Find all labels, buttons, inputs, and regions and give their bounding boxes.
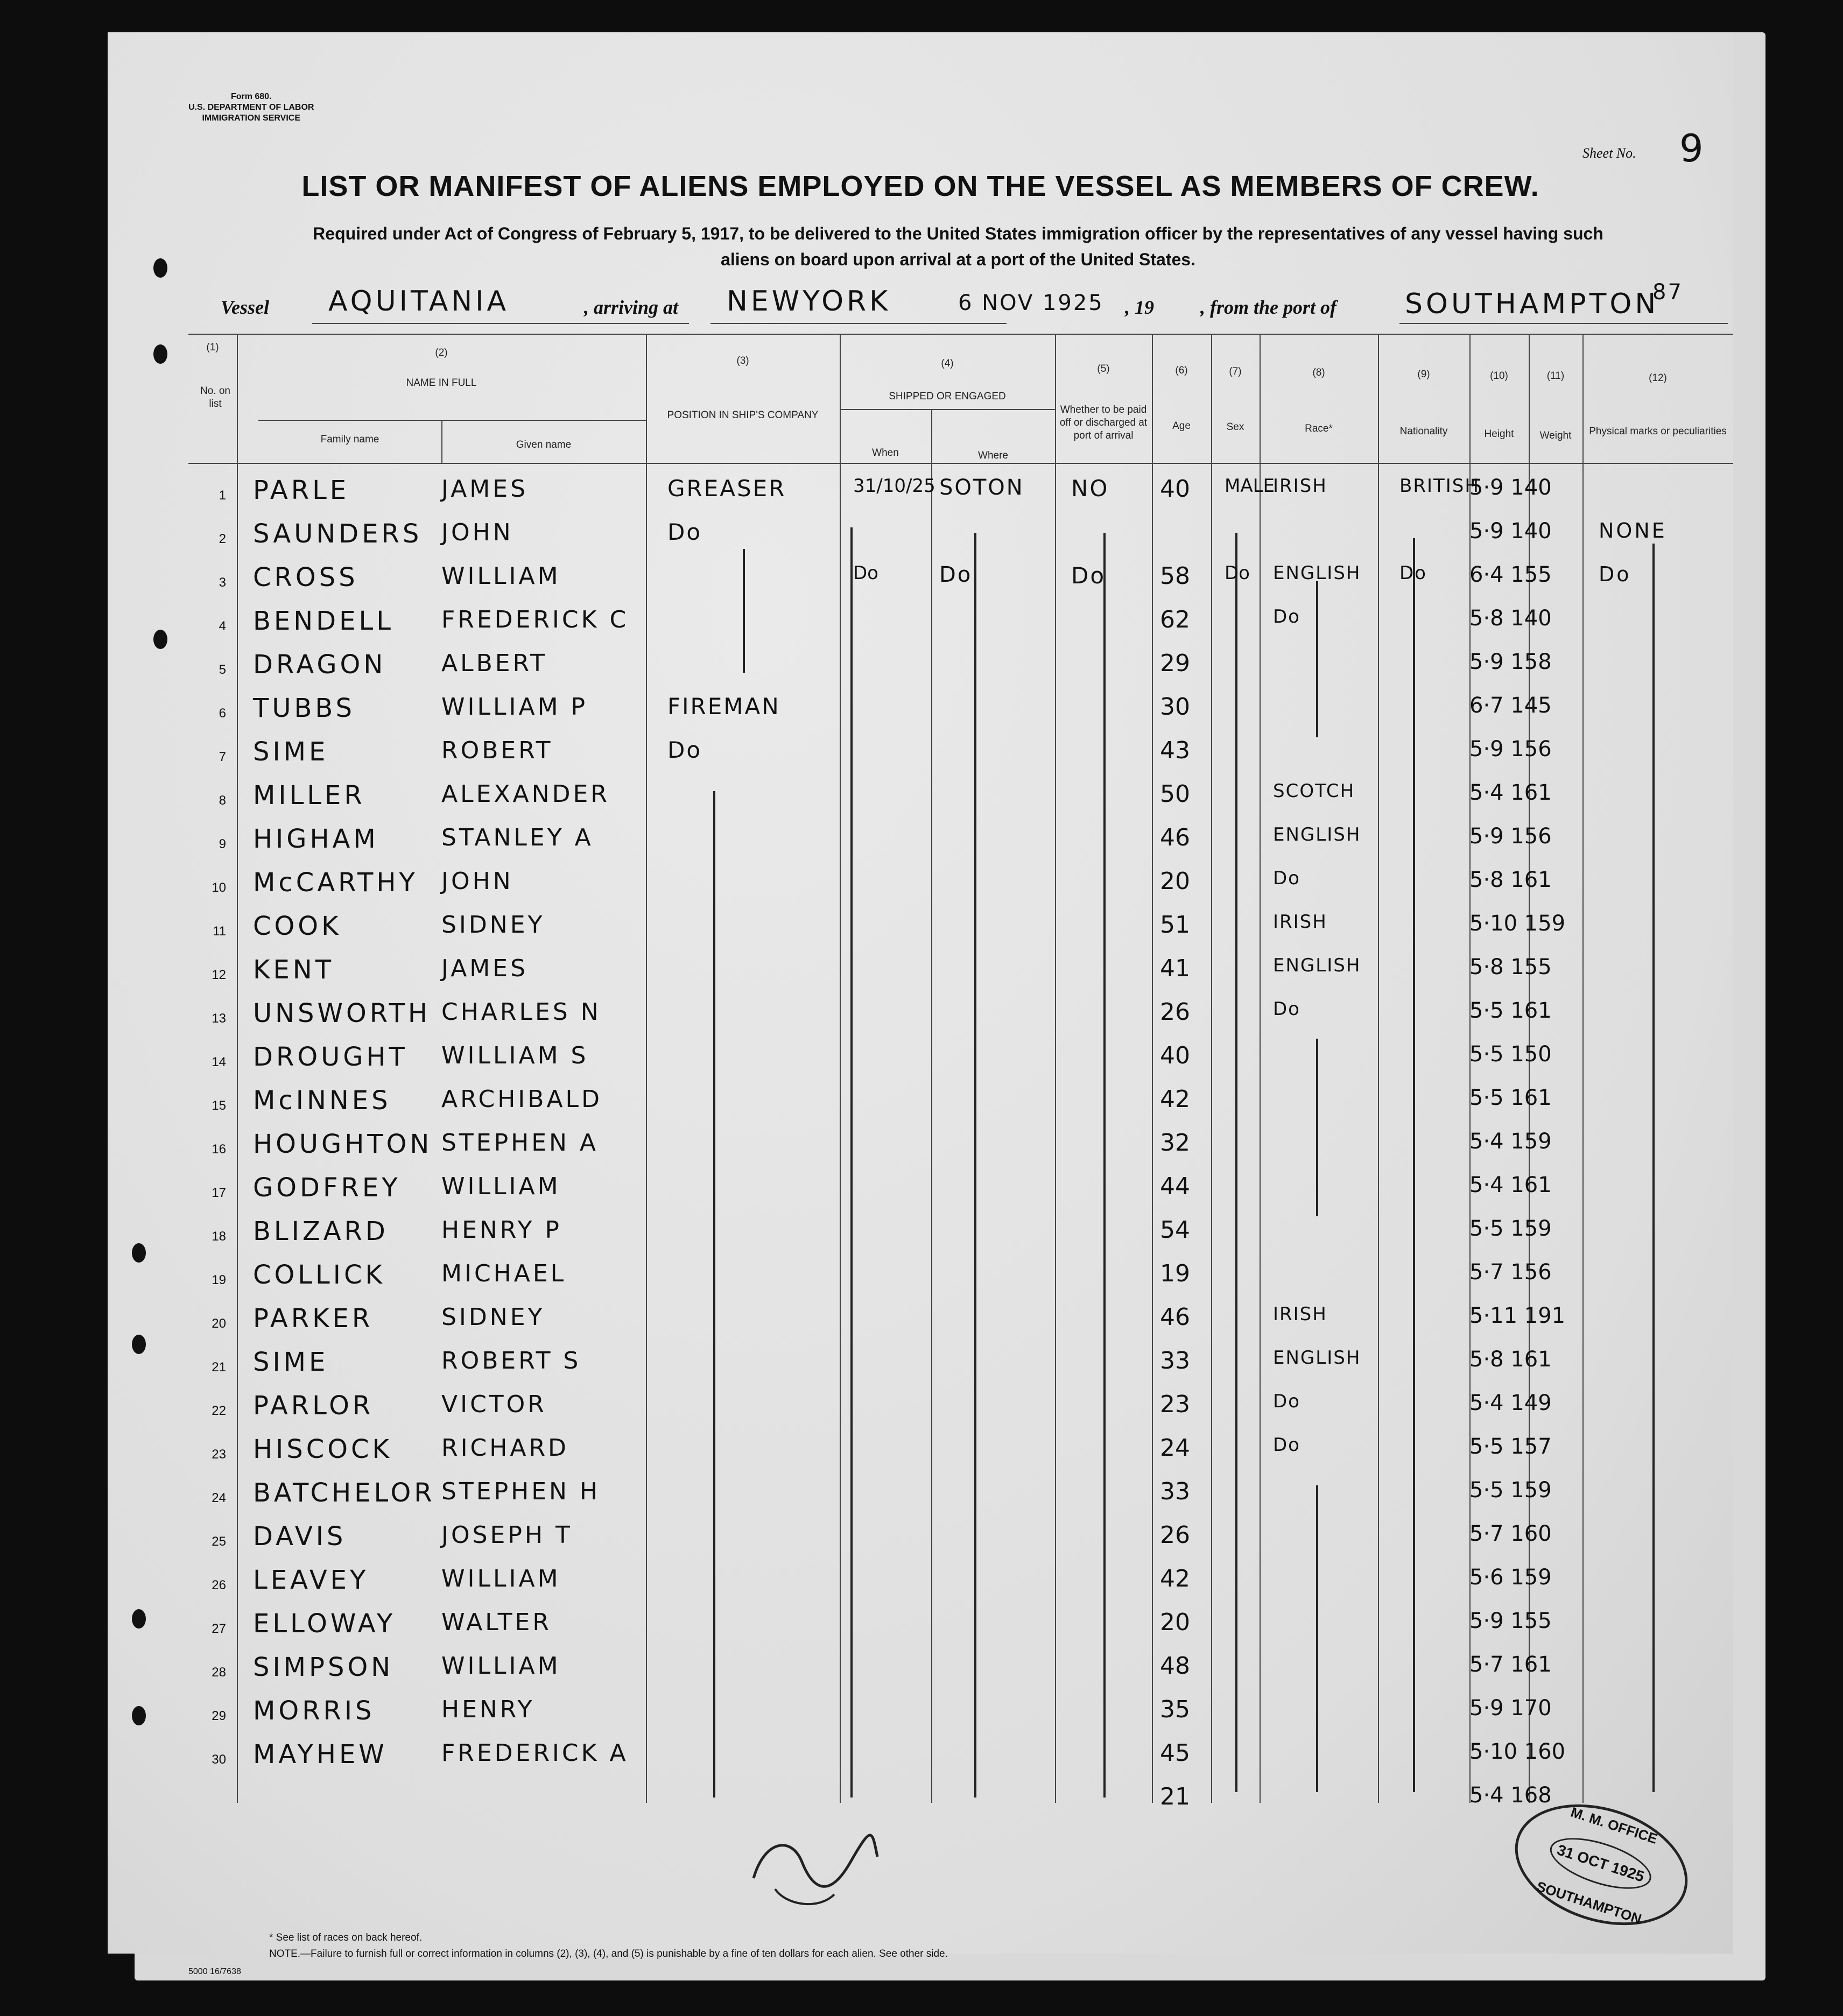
family-name: PARKER bbox=[253, 1303, 374, 1334]
printer-mark: 5000 16/7638 bbox=[188, 1967, 241, 1976]
table-top-rule bbox=[188, 334, 1733, 335]
height-weight: 5·9 158 bbox=[1469, 650, 1552, 674]
age: 62 bbox=[1160, 606, 1190, 633]
given-name: ALEXANDER bbox=[441, 780, 610, 808]
stamp-office: M. M. OFFICE bbox=[1568, 1803, 1660, 1847]
officer-signature bbox=[743, 1798, 883, 1916]
col-number: (7) bbox=[1229, 366, 1242, 377]
race: ENGLISH bbox=[1273, 955, 1361, 976]
height-weight: 5·9 170 bbox=[1469, 1696, 1552, 1721]
col-head-when: When bbox=[872, 447, 899, 459]
row-number: 13 bbox=[212, 1011, 226, 1026]
col-head-height: Height bbox=[1484, 428, 1514, 440]
service-name: IMMIGRATION SERVICE bbox=[202, 114, 300, 123]
given-name: JAMES bbox=[441, 955, 528, 982]
age: 21 bbox=[1160, 1783, 1190, 1810]
row-number: 8 bbox=[219, 793, 226, 808]
age: 44 bbox=[1160, 1173, 1190, 1200]
table-row bbox=[108, 645, 1733, 689]
given-name: ALBERT bbox=[441, 650, 547, 677]
family-name: ELLOWAY bbox=[253, 1609, 396, 1639]
stamp-place: SOUTHAMPTON bbox=[1534, 1878, 1644, 1928]
family-name: PARLE bbox=[253, 475, 350, 505]
col-number: (3) bbox=[736, 355, 749, 366]
row-number: 3 bbox=[219, 575, 226, 590]
col-head-weight: Weight bbox=[1539, 430, 1572, 441]
height-weight: 5·8 161 bbox=[1469, 1347, 1552, 1372]
age: 46 bbox=[1160, 824, 1190, 851]
row-number: 4 bbox=[219, 619, 226, 633]
manifest-page bbox=[108, 32, 1733, 1976]
height-weight: 5·11 191 bbox=[1469, 1303, 1566, 1328]
table-row bbox=[108, 776, 1733, 820]
family-name: COOK bbox=[253, 911, 342, 941]
given-name: JOHN bbox=[441, 868, 513, 895]
col-head-position: POSITION IN SHIP'S COMPANY bbox=[667, 410, 819, 421]
given-name: FREDERICK A bbox=[441, 1739, 629, 1767]
race: Do bbox=[1273, 868, 1300, 889]
age: 26 bbox=[1160, 1521, 1190, 1549]
punch-hole bbox=[153, 258, 167, 278]
arrival-port: NEWYORK bbox=[727, 285, 891, 318]
row-number: 26 bbox=[212, 1578, 226, 1592]
age: 30 bbox=[1160, 693, 1190, 721]
family-name: BATCHELOR bbox=[253, 1478, 435, 1508]
given-name: JOSEPH T bbox=[441, 1521, 573, 1549]
family-name: KENT bbox=[253, 955, 335, 985]
paid-off: Do bbox=[1071, 562, 1106, 589]
col-head-shipped: SHIPPED OR ENGAGED bbox=[889, 391, 1006, 402]
family-name: GODFREY bbox=[253, 1173, 401, 1203]
given-name: JOHN bbox=[441, 519, 513, 546]
race: Do bbox=[1273, 1391, 1300, 1412]
form-number: Form 680. bbox=[230, 92, 272, 101]
position: FIREMAN bbox=[667, 693, 780, 720]
age: 33 bbox=[1160, 1347, 1190, 1374]
family-name: CROSS bbox=[253, 562, 358, 593]
underline bbox=[711, 323, 1007, 324]
col-head-name: NAME IN FULL bbox=[406, 377, 477, 389]
age: 45 bbox=[1160, 1739, 1190, 1767]
shipped-when: Do bbox=[853, 562, 878, 584]
footnote: * See list of races on back hereof. bbox=[269, 1932, 423, 1943]
table-row bbox=[108, 558, 1733, 602]
table-row bbox=[108, 1256, 1733, 1300]
sheet-number: 9 bbox=[1679, 126, 1704, 171]
col-head-nationality: Nationality bbox=[1399, 426, 1448, 437]
height-weight: 5·10 159 bbox=[1469, 911, 1566, 936]
height-weight: 5·8 140 bbox=[1469, 606, 1552, 631]
table-row bbox=[108, 1125, 1733, 1169]
given-name: HENRY P bbox=[441, 1216, 562, 1244]
age: 50 bbox=[1160, 780, 1190, 808]
row-number: 15 bbox=[212, 1098, 226, 1113]
row-number: 29 bbox=[212, 1709, 226, 1723]
age: 42 bbox=[1160, 1565, 1190, 1592]
height-weight: 5·7 161 bbox=[1469, 1652, 1552, 1677]
age: 32 bbox=[1160, 1129, 1190, 1157]
col-head-sex: Sex bbox=[1226, 421, 1244, 433]
shipped-subrule bbox=[840, 409, 1055, 410]
row-number: 25 bbox=[212, 1534, 226, 1549]
age: 20 bbox=[1160, 1609, 1190, 1636]
table-row bbox=[108, 1081, 1733, 1125]
height-weight: 5·10 160 bbox=[1469, 1739, 1566, 1764]
row-number: 9 bbox=[219, 837, 226, 851]
family-name: SIME bbox=[253, 1347, 329, 1377]
departure-port: SOUTHAMPTON bbox=[1405, 288, 1659, 320]
family-name: SIMPSON bbox=[253, 1652, 394, 1682]
col-head-age: Age bbox=[1172, 420, 1191, 432]
age: 43 bbox=[1160, 737, 1190, 764]
table-row bbox=[108, 1517, 1733, 1561]
row-number: 27 bbox=[212, 1622, 226, 1636]
table-row bbox=[108, 1168, 1733, 1213]
col-number: (12) bbox=[1649, 372, 1667, 384]
col-head-no: No. on list bbox=[200, 385, 230, 410]
table-row bbox=[108, 1561, 1733, 1605]
table-row bbox=[108, 1343, 1733, 1387]
race: IRISH bbox=[1273, 475, 1327, 497]
given-name: WILLIAM S bbox=[441, 1042, 589, 1069]
height-weight: 5·8 161 bbox=[1469, 868, 1552, 892]
page-title: LIST OR MANIFEST OF ALIENS EMPLOYED ON THE VESSEL AS MEMBERS OF CREW. bbox=[301, 170, 1539, 202]
col-head-given: Given name bbox=[516, 439, 572, 450]
race: ENGLISH bbox=[1273, 1347, 1361, 1369]
height-weight: 5·4 168 bbox=[1469, 1783, 1552, 1808]
given-name: WALTER bbox=[441, 1609, 552, 1636]
subtitle-line-1: Required under Act of Congress of February 5, 1917, to be delivered to the United States immigration officer by the representatives of any vessel having such bbox=[313, 224, 1603, 243]
given-name: JAMES bbox=[441, 475, 528, 503]
row-number: 28 bbox=[212, 1665, 226, 1680]
race: SCOTCH bbox=[1273, 780, 1355, 802]
age: 40 bbox=[1160, 475, 1190, 503]
sheet-number-label: Sheet No. bbox=[1582, 145, 1636, 161]
table-row bbox=[108, 689, 1733, 733]
table-row bbox=[108, 1038, 1733, 1082]
race: ENGLISH bbox=[1273, 562, 1361, 584]
department-name: U.S. DEPARTMENT OF LABOR bbox=[188, 103, 314, 112]
family-name: DROUGHT bbox=[253, 1042, 408, 1072]
age: 40 bbox=[1160, 1042, 1190, 1069]
underline bbox=[1399, 323, 1728, 324]
height-weight: 5·5 161 bbox=[1469, 998, 1552, 1023]
table-row bbox=[108, 863, 1733, 907]
col-number: (5) bbox=[1097, 363, 1110, 375]
given-name: ROBERT bbox=[441, 737, 553, 764]
name-subrule bbox=[258, 420, 646, 421]
family-name: HOUGHTON bbox=[253, 1129, 433, 1159]
height-weight: 5·6 159 bbox=[1469, 1565, 1552, 1590]
table-row-tail bbox=[108, 1779, 1733, 1823]
family-name: MILLER bbox=[253, 780, 365, 810]
given-name: VICTOR bbox=[441, 1391, 547, 1418]
table-row bbox=[108, 732, 1733, 777]
col-number: (9) bbox=[1417, 369, 1430, 380]
family-name: TUBBS bbox=[253, 693, 355, 723]
col-number: (10) bbox=[1490, 370, 1508, 382]
col-head-family: Family name bbox=[320, 434, 379, 445]
row-number: 17 bbox=[212, 1186, 226, 1200]
age: 24 bbox=[1160, 1434, 1190, 1462]
height-weight: 5·9 155 bbox=[1469, 1609, 1552, 1633]
age: 29 bbox=[1160, 650, 1190, 677]
race: Do bbox=[1273, 606, 1300, 628]
height-weight: 5·7 160 bbox=[1469, 1521, 1552, 1546]
family-name: SAUNDERS bbox=[253, 519, 423, 549]
height-weight: 5·4 159 bbox=[1469, 1129, 1552, 1154]
given-name: WILLIAM P bbox=[441, 693, 588, 721]
row-number: 19 bbox=[212, 1273, 226, 1287]
shipped-where: Do bbox=[939, 562, 973, 587]
family-name: HISCOCK bbox=[253, 1434, 393, 1464]
row-number: 7 bbox=[219, 750, 226, 764]
table-row bbox=[108, 1299, 1733, 1343]
height-weight: 5·4 149 bbox=[1469, 1391, 1552, 1415]
row-number: 21 bbox=[212, 1360, 226, 1374]
row-number: 2 bbox=[219, 532, 226, 546]
table-row bbox=[108, 514, 1733, 559]
given-name: RICHARD bbox=[441, 1434, 569, 1462]
table-row bbox=[108, 1430, 1733, 1474]
given-name: WILLIAM bbox=[441, 1652, 561, 1680]
col-head-where: Where bbox=[978, 450, 1008, 461]
position: GREASER bbox=[667, 475, 786, 502]
vessel-label: Vessel bbox=[221, 297, 269, 318]
table-row bbox=[108, 994, 1733, 1038]
position: Do bbox=[667, 519, 702, 545]
table-row bbox=[108, 1648, 1733, 1692]
stamp-date: 31 OCT 1925 bbox=[1544, 1828, 1657, 1899]
punch-hole bbox=[153, 344, 167, 364]
paid-off: NO bbox=[1071, 475, 1109, 502]
family-name: BLIZARD bbox=[253, 1216, 389, 1246]
table-row bbox=[108, 602, 1733, 646]
table-row bbox=[108, 1474, 1733, 1518]
physical-marks: Do bbox=[1599, 562, 1631, 586]
family-name: UNSWORTH bbox=[253, 998, 431, 1028]
race: IRISH bbox=[1273, 911, 1327, 933]
table-row bbox=[108, 1735, 1733, 1779]
family-name: PARLOR bbox=[253, 1391, 374, 1421]
given-name: CHARLES N bbox=[441, 998, 601, 1026]
row-number: 22 bbox=[212, 1404, 226, 1418]
height-weight: 5·4 161 bbox=[1469, 1173, 1552, 1197]
family-name: BENDELL bbox=[253, 606, 394, 636]
height-weight: 5·5 150 bbox=[1469, 1042, 1552, 1067]
row-number: 11 bbox=[213, 924, 226, 939]
age: 58 bbox=[1160, 562, 1190, 590]
race: Do bbox=[1273, 998, 1300, 1020]
age: 54 bbox=[1160, 1216, 1190, 1244]
nationality: Do bbox=[1399, 562, 1427, 584]
height-weight: 5·5 159 bbox=[1469, 1478, 1552, 1503]
age: 20 bbox=[1160, 868, 1190, 895]
table-row bbox=[108, 1212, 1733, 1256]
family-name: DRAGON bbox=[253, 650, 386, 680]
col-number: (11) bbox=[1546, 370, 1565, 382]
subtitle-line-2: aliens on board upon arrival at a port of the United States. bbox=[721, 250, 1195, 269]
row-number: 14 bbox=[212, 1055, 226, 1069]
race: ENGLISH bbox=[1273, 824, 1361, 845]
given-name: WILLIAM bbox=[441, 1565, 561, 1592]
age: 33 bbox=[1160, 1478, 1190, 1505]
given-name: STANLEY A bbox=[441, 824, 594, 851]
age: 19 bbox=[1160, 1260, 1190, 1287]
row-number: 23 bbox=[212, 1447, 226, 1462]
height-weight: 5·9 156 bbox=[1469, 824, 1552, 849]
given-name: FREDERICK C bbox=[441, 606, 629, 633]
page-mark: 87 bbox=[1652, 280, 1683, 305]
row-number: 10 bbox=[212, 880, 226, 895]
sex: Do bbox=[1225, 562, 1250, 584]
family-name: MORRIS bbox=[253, 1696, 375, 1726]
position: Do bbox=[667, 737, 702, 763]
height-weight: 5·9 140 bbox=[1469, 475, 1552, 500]
height-weight: 5·5 161 bbox=[1469, 1085, 1552, 1110]
table-row bbox=[108, 950, 1733, 995]
family-name: HIGHAM bbox=[253, 824, 379, 854]
col-head-paid-off: Whether to be paid off or discharged at port of arrival bbox=[1059, 404, 1148, 441]
underline bbox=[312, 323, 689, 324]
given-name: MICHAEL bbox=[441, 1260, 567, 1287]
table-row bbox=[108, 1386, 1733, 1430]
sex: MALE bbox=[1225, 475, 1275, 497]
row-number: 12 bbox=[212, 968, 226, 982]
family-name: McCARTHY bbox=[253, 868, 418, 898]
family-name: DAVIS bbox=[253, 1521, 347, 1552]
table-row bbox=[108, 1604, 1733, 1648]
height-weight: 5·7 156 bbox=[1469, 1260, 1552, 1285]
year-label: , 19 bbox=[1125, 297, 1154, 318]
table-row bbox=[108, 471, 1733, 515]
given-name: HENRY bbox=[441, 1696, 535, 1723]
col-number: (2) bbox=[435, 347, 448, 358]
family-name: MAYHEW bbox=[253, 1739, 388, 1770]
age: 35 bbox=[1160, 1696, 1190, 1723]
height-weight: 5·9 140 bbox=[1469, 519, 1552, 544]
row-number: 6 bbox=[219, 706, 226, 721]
nationality: BRITISH bbox=[1399, 475, 1480, 497]
table-header-rule bbox=[188, 463, 1733, 464]
age: 48 bbox=[1160, 1652, 1190, 1680]
given-name: SIDNEY bbox=[441, 911, 545, 939]
table-row bbox=[108, 907, 1733, 951]
height-weight: 5·5 159 bbox=[1469, 1216, 1552, 1241]
row-number: 5 bbox=[219, 662, 226, 677]
col-head-physical: Physical marks or peculiarities bbox=[1589, 426, 1727, 437]
family-name: McINNES bbox=[253, 1085, 391, 1116]
arriving-label: , arriving at bbox=[584, 297, 679, 318]
row-number: 18 bbox=[212, 1229, 226, 1244]
family-name: COLLICK bbox=[253, 1260, 385, 1290]
from-label: , from the port of bbox=[1200, 297, 1337, 318]
col-number: (4) bbox=[941, 358, 954, 369]
row-number: 16 bbox=[212, 1142, 226, 1157]
shipped-when: 31/10/25 bbox=[853, 475, 935, 497]
family-name: LEAVEY bbox=[253, 1565, 369, 1595]
height-weight: 5·8 155 bbox=[1469, 955, 1552, 979]
height-weight: 5·9 156 bbox=[1469, 737, 1552, 762]
family-name: SIME bbox=[253, 737, 329, 767]
given-name: WILLIAM bbox=[441, 562, 561, 590]
col-number: (1) bbox=[206, 342, 219, 353]
height-weight: 5·4 161 bbox=[1469, 780, 1552, 805]
form-identifier bbox=[188, 91, 314, 124]
age: 42 bbox=[1160, 1085, 1190, 1113]
age: 51 bbox=[1160, 911, 1190, 939]
row-number: 24 bbox=[212, 1491, 226, 1505]
given-name: WILLIAM bbox=[441, 1173, 561, 1200]
given-name: STEPHEN A bbox=[441, 1129, 599, 1157]
col-head-race: Race* bbox=[1305, 423, 1333, 434]
date-stamp: 6 NOV 1925 bbox=[958, 291, 1104, 315]
table-row bbox=[108, 820, 1733, 864]
given-name: ARCHIBALD bbox=[441, 1085, 602, 1113]
shipped-where: SOTON bbox=[939, 475, 1024, 500]
height-weight: 5·5 157 bbox=[1469, 1434, 1552, 1459]
height-weight: 6·7 145 bbox=[1469, 693, 1552, 718]
vessel-name: AQUITANIA bbox=[328, 285, 510, 318]
page-subtitle bbox=[188, 221, 1728, 272]
given-name: ROBERT S bbox=[441, 1347, 581, 1374]
col-number: (6) bbox=[1175, 365, 1188, 376]
physical-marks: NONE bbox=[1599, 519, 1667, 542]
age: 26 bbox=[1160, 998, 1190, 1026]
penalty-note: NOTE.—Failure to furnish full or correct information in columns (2), (3), (4), and (5) is punishable by a fine of ten dollars for each alien. See other side. bbox=[269, 1948, 948, 1959]
race: Do bbox=[1273, 1434, 1300, 1456]
age: 46 bbox=[1160, 1303, 1190, 1331]
row-number: 1 bbox=[219, 488, 226, 503]
table-row bbox=[108, 1691, 1733, 1736]
col-number: (8) bbox=[1312, 367, 1325, 378]
given-name: SIDNEY bbox=[441, 1303, 545, 1331]
age: 41 bbox=[1160, 955, 1190, 982]
row-number: 20 bbox=[212, 1316, 226, 1331]
race: IRISH bbox=[1273, 1303, 1327, 1325]
age: 23 bbox=[1160, 1391, 1190, 1418]
given-name: STEPHEN H bbox=[441, 1478, 601, 1505]
height-weight: 6·4 155 bbox=[1469, 562, 1552, 587]
row-number: 30 bbox=[212, 1752, 226, 1767]
